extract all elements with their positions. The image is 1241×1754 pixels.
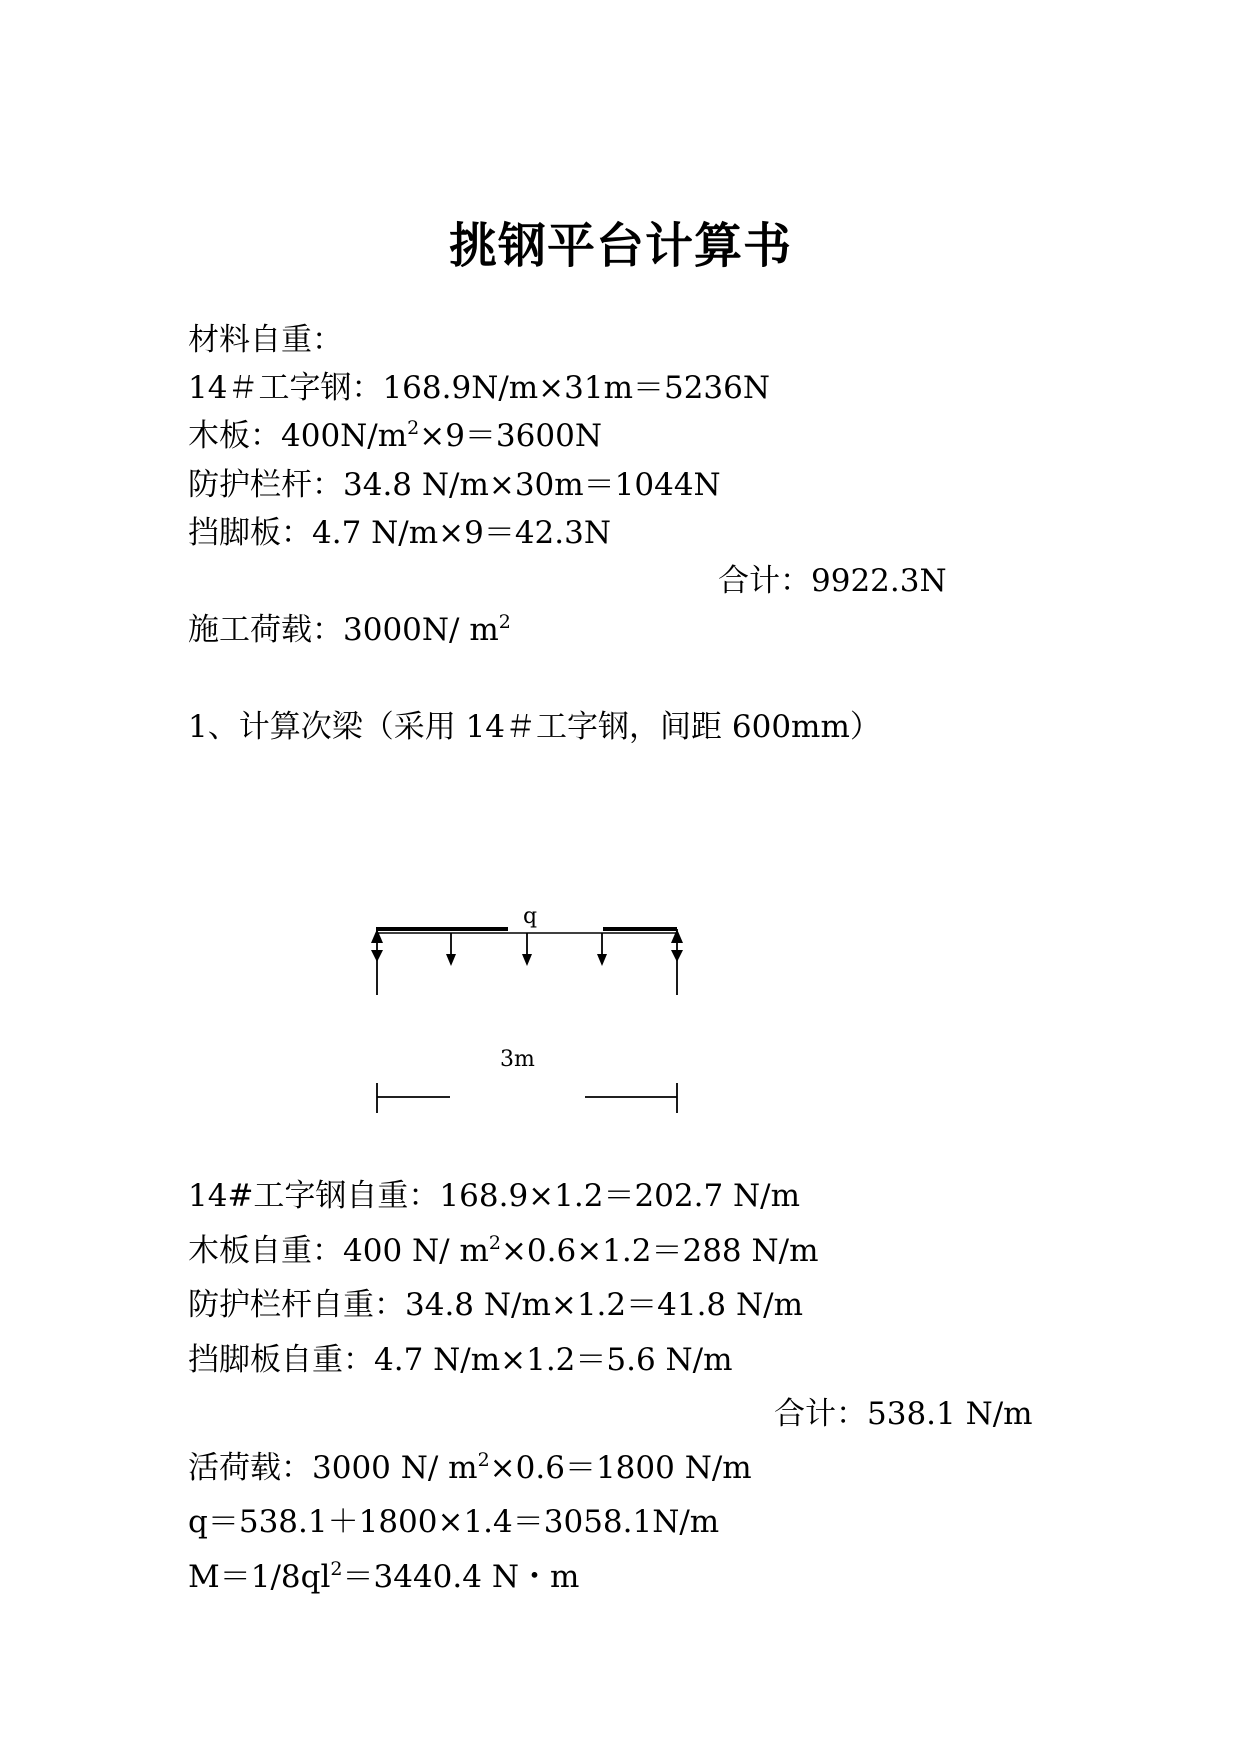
- load-arrow-1-head: [446, 954, 456, 966]
- q-formula-line: q＝538.1＋1800×1.4＝3058.1N/m: [188, 1504, 720, 1540]
- construction-load-line: 施工荷载：3000N/ $m^2$: [188, 611, 511, 648]
- page-title: 挑钢平台计算书: [448, 218, 792, 274]
- right-support-arrow-down: [671, 950, 683, 962]
- materials-heading: 材料自重：: [188, 322, 343, 358]
- steel-weight-line: 14＃工字钢：168.9N/m×31m＝5236N: [188, 370, 770, 406]
- board-weight-line: 木板：$400N/m^2\times 9=3600N$: [188, 417, 602, 454]
- left-support-arrow-up: [371, 929, 383, 943]
- railing-weight-line: 防护栏杆：34.8 N/m×30m＝1044N: [188, 467, 721, 503]
- toeboard-weight-line: 挡脚板：4.7 N/m×9＝42.3N: [188, 515, 611, 551]
- load-arrow-2-head: [522, 954, 532, 966]
- left-support-arrow-down: [371, 950, 383, 962]
- board-self-weight-line: 木板自重：400 N/ $m^2\times 0.6\times 1.2=288$ N/m: [188, 1232, 819, 1269]
- load-arrow-3-head: [597, 954, 607, 966]
- section-1-total: 合计：538.1 N/m: [774, 1396, 1033, 1432]
- steel-self-weight-line: 14#工字钢自重：168.9×1.2＝202.7 N/m: [188, 1178, 801, 1214]
- span-label: 3m: [500, 1047, 535, 1072]
- load-label-q: q: [523, 904, 538, 929]
- toeboard-self-weight-line: 挡脚板自重：4.7 N/m×1.2＝5.6 N/m: [188, 1342, 733, 1378]
- moment-formula-line: $M=1/8ql^2=3440.4$ N・m: [188, 1558, 580, 1595]
- materials-total: 合计：9922.3N: [718, 563, 947, 599]
- live-load-line: 活荷载：3000 N/ $m^2\times 0.6=1800$ N/m: [188, 1449, 752, 1486]
- railing-self-weight-line: 防护栏杆自重：34.8 N/m×1.2＝41.8 N/m: [188, 1287, 803, 1323]
- right-support-arrow-up: [671, 929, 683, 943]
- section-1-heading: 1、计算次梁（采用 14＃工字钢，间距 600mm）: [188, 709, 881, 745]
